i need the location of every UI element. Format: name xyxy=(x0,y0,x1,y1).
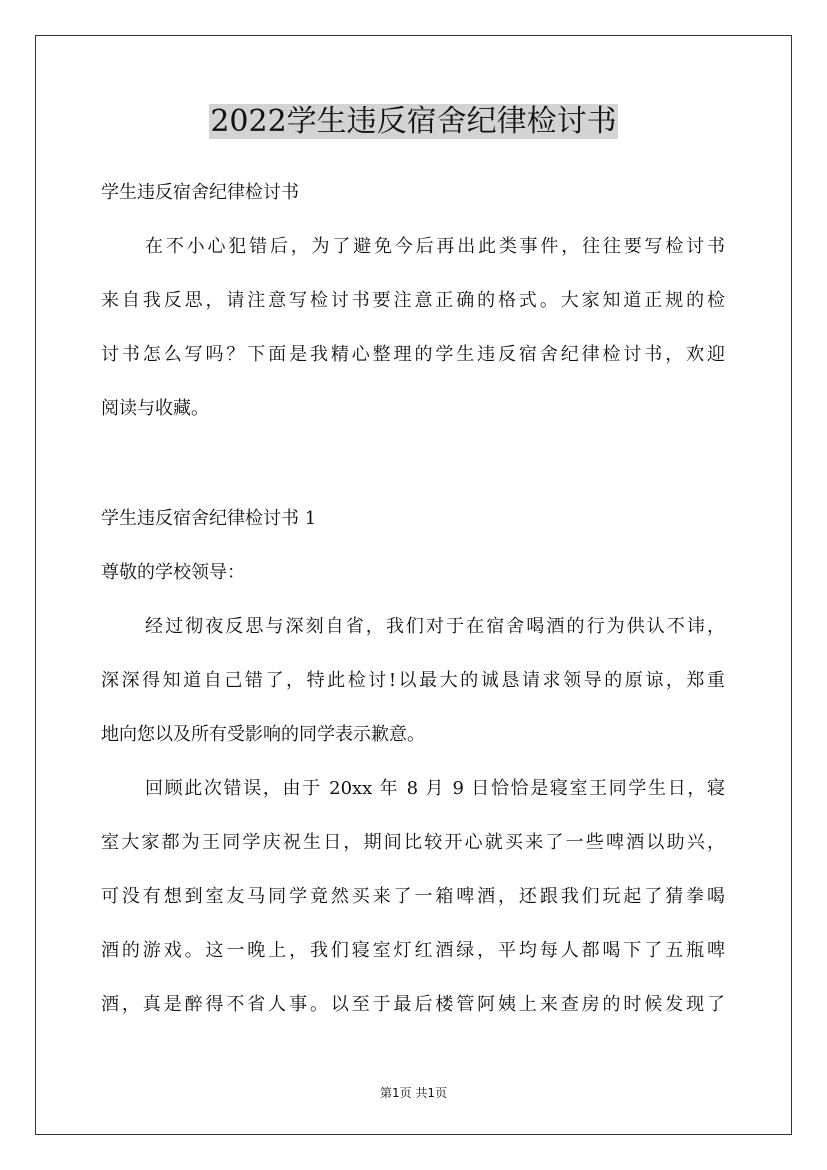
intro-line-3: 讨书怎么写吗？下面是我精心整理的学生违反宿舍纪律检讨书，欢迎 xyxy=(101,344,725,365)
intro-line-2: 来自我反思，请注意写检讨书要注意正确的格式。大家知道正规的检 xyxy=(101,290,725,311)
section-heading: 学生违反宿舍纪律检讨书 1 xyxy=(101,508,317,529)
paragraph2-line-1: 回顾此次错误，由于 20xx 年 8 月 9 日恰恰是寝室王同学生日，寝 xyxy=(145,778,725,799)
page-number-footer: 第1页 共1页 xyxy=(379,1086,448,1100)
paragraph2-line-3: 可没有想到室友马同学竟然买来了一箱啤酒，还跟我们玩起了猜拳喝 xyxy=(101,886,725,907)
paragraph1-line-1: 经过彻夜反思与深刻自省，我们对于在宿舍喝酒的行为供认不讳， xyxy=(145,616,725,637)
document-subtitle: 学生违反宿舍纪律检讨书 xyxy=(101,182,299,203)
paragraph1-line-2: 深深得知道自己错了，特此检讨!以最大的诚恳请求领导的原谅，郑重 xyxy=(101,670,725,691)
paragraph2-line-4: 酒的游戏。这一晚上，我们寝室灯红酒绿，平均每人都喝下了五瓶啤 xyxy=(101,940,725,961)
intro-line-4: 阅读与收藏。 xyxy=(101,398,209,419)
document-title xyxy=(0,100,827,144)
paragraph1-line-3: 地向您以及所有受影响的同学表示歉意。 xyxy=(101,724,425,745)
document-title-text: 2022学生违反宿舍纪律检讨书 xyxy=(210,104,617,139)
paragraph2-line-5: 酒，真是醉得不省人事。以至于最后楼管阿姨上来查房的时候发现了 xyxy=(101,994,725,1015)
paragraph2-line-2: 室大家都为王同学庆祝生日，期间比较开心就买来了一些啤酒以助兴， xyxy=(101,832,725,853)
salutation: 尊敬的学校领导： xyxy=(101,562,245,583)
intro-line-1: 在不小心犯错后，为了避免今后再出此类事件，往往要写检讨书 xyxy=(145,236,725,257)
